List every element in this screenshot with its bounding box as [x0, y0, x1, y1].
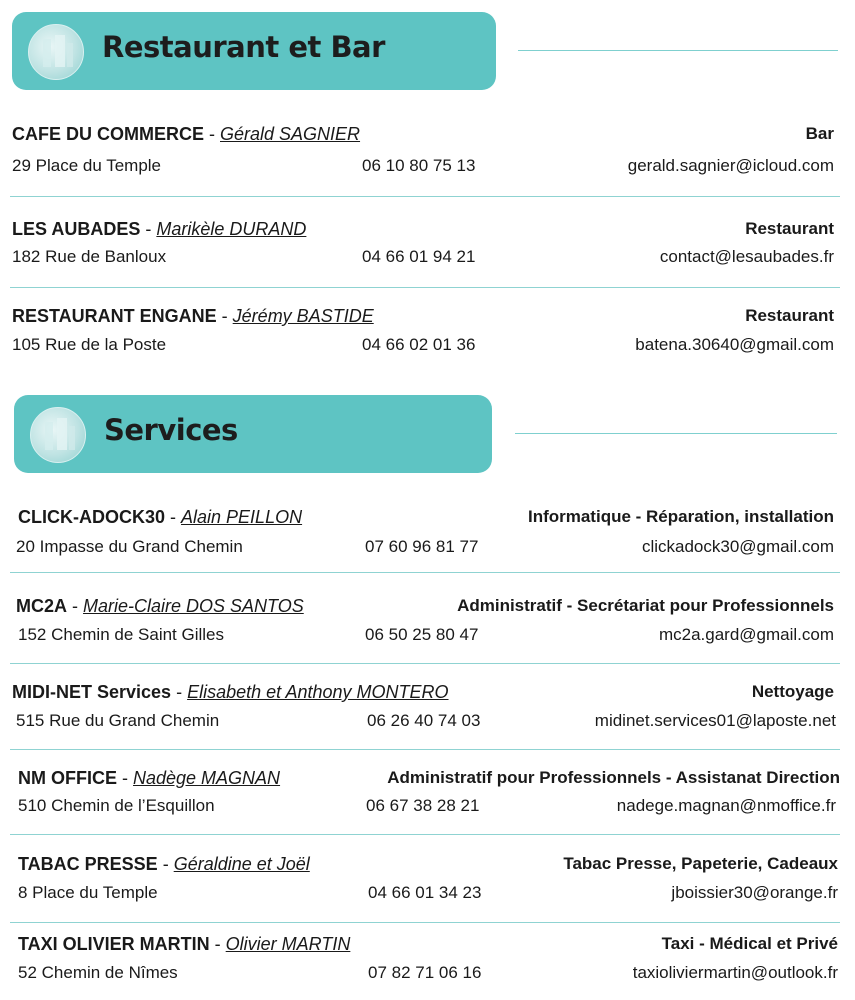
phone-number: 04 66 01 94 21 [362, 247, 476, 266]
list-item: CLICK-ADOCK30 - Alain PEILLON Informatique - Réparation, installation 20 Impasse du Grand Chemin 07 60 96 81 77 clickadock30@gmail.com [16, 507, 834, 556]
business-name: LES AUBADES [12, 219, 141, 239]
list-item: NM OFFICE - Nadège MAGNAN Administratif pour Professionnels - Assistanat Direction 510 Chemin de l’Esquillon 06 67 38 28 21 nadege.magnan@nmoffice.fr [18, 768, 840, 815]
business-name: NM OFFICE [18, 768, 117, 788]
divider [10, 196, 840, 197]
email-address: midinet.services01@laposte.net [594, 711, 836, 730]
contact-person: Jérémy BASTIDE [232, 306, 374, 326]
list-item: CAFE DU COMMERCE - Gérald SAGNIER Bar 29 Place du Temple 06 10 80 75 13 gerald.sagnier@icloud.com [12, 124, 834, 175]
contact-person: Gérald SAGNIER [220, 124, 361, 144]
business-category: Bar [805, 124, 834, 143]
header-rule [515, 433, 837, 434]
address: 20 Impasse du Grand Chemin [16, 537, 243, 556]
phone-number: 07 60 96 81 77 [365, 537, 479, 556]
address: 52 Chemin de Nîmes [18, 963, 178, 982]
business-name: RESTAURANT ENGANE [12, 306, 217, 326]
business-name: CAFE DU COMMERCE [12, 124, 204, 144]
address: 182 Rue de Banloux [12, 247, 167, 266]
contact-person: Alain PEILLON [181, 507, 303, 527]
list-item: MIDI-NET Services - Elisabeth et Anthony MONTERO Nettoyage 515 Rue du Grand Chemin 06 26 40 74 03 midinet.services01@laposte.net [12, 682, 836, 730]
phone-number: 06 26 40 74 03 [367, 711, 481, 730]
divider [10, 287, 840, 288]
address: 29 Place du Temple [12, 156, 162, 175]
phone-number: 06 67 38 28 21 [366, 796, 480, 815]
business-name: MC2A [16, 596, 68, 616]
email-address: contact@lesaubades.fr [659, 247, 834, 266]
email-address: gerald.sagnier@icloud.com [627, 156, 834, 175]
email-address: batena.30640@gmail.com [635, 335, 834, 354]
phone-number: 06 10 80 75 13 [362, 156, 476, 175]
contact-person: Marikèle DURAND [156, 219, 307, 239]
contact-person: Marie-Claire DOS SANTOS [83, 596, 304, 616]
section-header-restaurant [12, 12, 496, 90]
contact-person: Nadège MAGNAN [133, 768, 281, 788]
divider [10, 834, 840, 835]
email-address: taxioliviermartin@outlook.fr [632, 963, 838, 982]
email-address: mc2a.gard@gmail.com [658, 625, 834, 644]
list-item: LES AUBADES - Marikèle DURAND Restaurant 182 Rue de Banloux 04 66 01 94 21 contact@lesaubades.fr [12, 219, 834, 266]
list-item: TABAC PRESSE - Géraldine et Joël Tabac Presse, Papeterie, Cadeaux 8 Place du Temple 04 66 01 34 23 jboissier30@orange.fr [18, 854, 838, 902]
divider [10, 922, 840, 923]
header-rule [518, 50, 838, 51]
business-category: Administratif pour Professionnels - Assistanat Direction [387, 768, 840, 787]
business-name: TABAC PRESSE [18, 854, 158, 874]
phone-number: 04 66 01 34 23 [368, 883, 482, 902]
address: 510 Chemin de l’Esquillon [18, 796, 215, 815]
business-category: Informatique - Réparation, installation [527, 507, 834, 526]
email-address: jboissier30@orange.fr [671, 883, 838, 902]
business-category: Tabac Presse, Papeterie, Cadeaux [563, 854, 838, 873]
business-name: TAXI OLIVIER MARTIN [18, 934, 210, 954]
address: 515 Rue du Grand Chemin [16, 711, 220, 730]
list-item: MC2A - Marie-Claire DOS SANTOS Administratif - Secrétariat pour Professionnels 152 Chemin de Saint Gilles 06 50 25 80 47 mc2a.gard@gmail.com [16, 596, 834, 644]
business-category: Administratif - Secrétariat pour Professionnels [457, 596, 834, 615]
contact-person: Géraldine et Joël [173, 854, 310, 874]
business-category: Taxi - Médical et Privé [661, 934, 838, 953]
phone-number: 06 50 25 80 47 [365, 625, 479, 644]
address: 105 Rue de la Poste [12, 335, 167, 354]
business-category: Nettoyage [751, 682, 834, 701]
village-photo-icon [30, 407, 86, 463]
list-item: RESTAURANT ENGANE - Jérémy BASTIDE Restaurant 105 Rue de la Poste 04 66 02 01 36 batena.30640@gmail.com [12, 306, 834, 354]
contact-person: Elisabeth et Anthony MONTERO [187, 682, 449, 702]
address: 152 Chemin de Saint Gilles [18, 625, 225, 644]
business-name: CLICK-ADOCK30 [18, 507, 166, 527]
contact-person: Olivier MARTIN [225, 934, 351, 954]
business-category: Restaurant [745, 306, 834, 325]
business-name: MIDI-NET Services [12, 682, 172, 702]
list-item: TAXI OLIVIER MARTIN - Olivier MARTIN Taxi - Médical et Privé 52 Chemin de Nîmes 07 82 71 06 16 taxioliviermartin@outlook.fr [18, 934, 838, 982]
section-header-services [14, 395, 492, 473]
phone-number: 07 82 71 06 16 [368, 963, 482, 982]
section-title: Services [104, 413, 238, 447]
address: 8 Place du Temple [18, 883, 158, 902]
divider [10, 749, 840, 750]
village-photo-icon [28, 24, 84, 80]
business-category: Restaurant [745, 219, 834, 238]
email-address: nadege.magnan@nmoffice.fr [616, 796, 836, 815]
section-title: Restaurant et Bar [102, 30, 385, 64]
divider [10, 663, 840, 664]
phone-number: 04 66 02 01 36 [362, 335, 476, 354]
email-address: clickadock30@gmail.com [641, 537, 834, 556]
divider [10, 572, 840, 573]
